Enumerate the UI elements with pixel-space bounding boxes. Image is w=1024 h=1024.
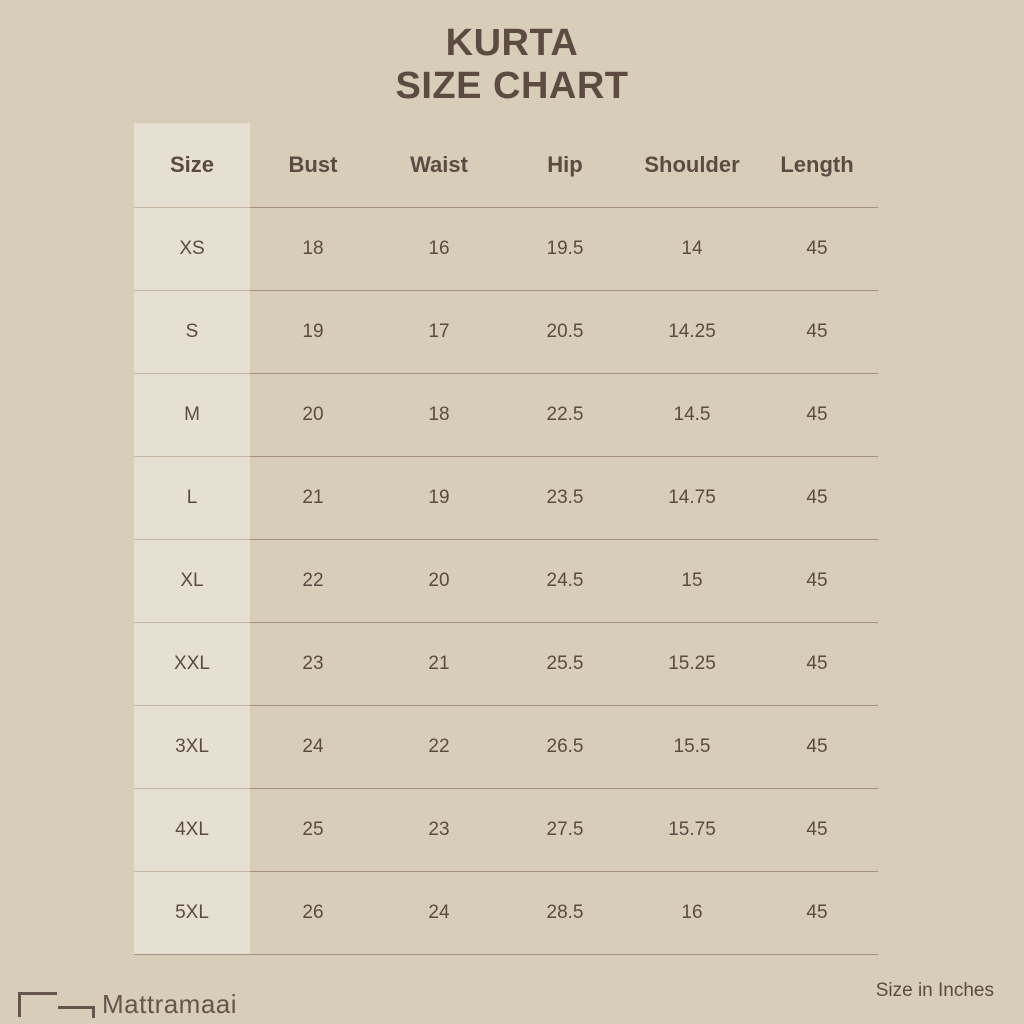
cell-hip: 26.5 <box>502 706 628 789</box>
cell-hip: 24.5 <box>502 540 628 623</box>
cell-shoulder: 14.5 <box>628 374 756 457</box>
cell-waist: 19 <box>376 457 502 540</box>
cell-size: L <box>134 457 250 540</box>
cell-shoulder: 14.25 <box>628 291 756 374</box>
cell-bust: 23 <box>250 623 376 706</box>
cell-bust: 26 <box>250 872 376 955</box>
cell-bust: 19 <box>250 291 376 374</box>
table-header-row <box>134 123 878 208</box>
cell-size: XL <box>134 540 250 623</box>
cell-length: 45 <box>756 706 878 789</box>
cell-size: S <box>134 291 250 374</box>
cell-shoulder: 15.25 <box>628 623 756 706</box>
title-line-primary: KURTA <box>445 22 579 64</box>
cell-hip: 23.5 <box>502 457 628 540</box>
table-row <box>134 540 878 623</box>
table-body <box>134 208 878 955</box>
cell-bust: 24 <box>250 706 376 789</box>
column-header-shoulder: Shoulder <box>628 123 756 208</box>
cell-waist: 16 <box>376 208 502 291</box>
cell-bust: 22 <box>250 540 376 623</box>
brand-logo <box>18 985 238 1019</box>
table-row <box>134 457 878 540</box>
cell-length: 45 <box>756 291 878 374</box>
cell-shoulder: 15 <box>628 540 756 623</box>
cell-size: 3XL <box>134 706 250 789</box>
cell-length: 45 <box>756 374 878 457</box>
title-line-secondary: SIZE CHART <box>395 65 629 108</box>
cell-length: 45 <box>756 208 878 291</box>
table-row <box>134 706 878 789</box>
cell-size: 5XL <box>134 872 250 955</box>
cell-hip: 20.5 <box>502 291 628 374</box>
cell-length: 45 <box>756 623 878 706</box>
brand-name: Mattramaai <box>102 989 238 1019</box>
cell-shoulder: 15.75 <box>628 789 756 872</box>
cell-bust: 25 <box>250 789 376 872</box>
cell-hip: 22.5 <box>502 374 628 457</box>
bracket-logo-icon <box>18 986 92 1016</box>
cell-length: 45 <box>756 540 878 623</box>
cell-waist: 23 <box>376 789 502 872</box>
cell-bust: 20 <box>250 374 376 457</box>
unit-note: Size in Inches <box>875 980 994 1001</box>
table-row <box>134 374 878 457</box>
cell-hip: 19.5 <box>502 208 628 291</box>
cell-shoulder: 14 <box>628 208 756 291</box>
table-row <box>134 872 878 955</box>
table-row <box>134 789 878 872</box>
table-row <box>134 291 878 374</box>
cell-waist: 21 <box>376 623 502 706</box>
table-row <box>134 208 878 291</box>
cell-hip: 27.5 <box>502 789 628 872</box>
size-chart-table <box>134 123 878 955</box>
cell-size: XS <box>134 208 250 291</box>
table-row <box>134 623 878 706</box>
cell-length: 45 <box>756 872 878 955</box>
cell-shoulder: 16 <box>628 872 756 955</box>
cell-waist: 18 <box>376 374 502 457</box>
table-header <box>134 123 878 208</box>
column-header-bust: Bust <box>250 123 376 208</box>
cell-waist: 20 <box>376 540 502 623</box>
cell-bust: 21 <box>250 457 376 540</box>
cell-length: 45 <box>756 789 878 872</box>
cell-size: 4XL <box>134 789 250 872</box>
cell-length: 45 <box>756 457 878 540</box>
column-header-length: Length <box>756 123 878 208</box>
cell-waist: 17 <box>376 291 502 374</box>
cell-shoulder: 14.75 <box>628 457 756 540</box>
cell-bust: 18 <box>250 208 376 291</box>
cell-size: XXL <box>134 623 250 706</box>
size-chart-table-wrapper <box>134 123 878 955</box>
cell-size: M <box>134 374 250 457</box>
cell-shoulder: 15.5 <box>628 706 756 789</box>
column-header-waist: Waist <box>376 123 502 208</box>
cell-waist: 22 <box>376 706 502 789</box>
page-title <box>0 0 1024 109</box>
cell-hip: 25.5 <box>502 623 628 706</box>
cell-waist: 24 <box>376 872 502 955</box>
column-header-size: Size <box>134 123 250 208</box>
cell-hip: 28.5 <box>502 872 628 955</box>
column-header-hip: Hip <box>502 123 628 208</box>
